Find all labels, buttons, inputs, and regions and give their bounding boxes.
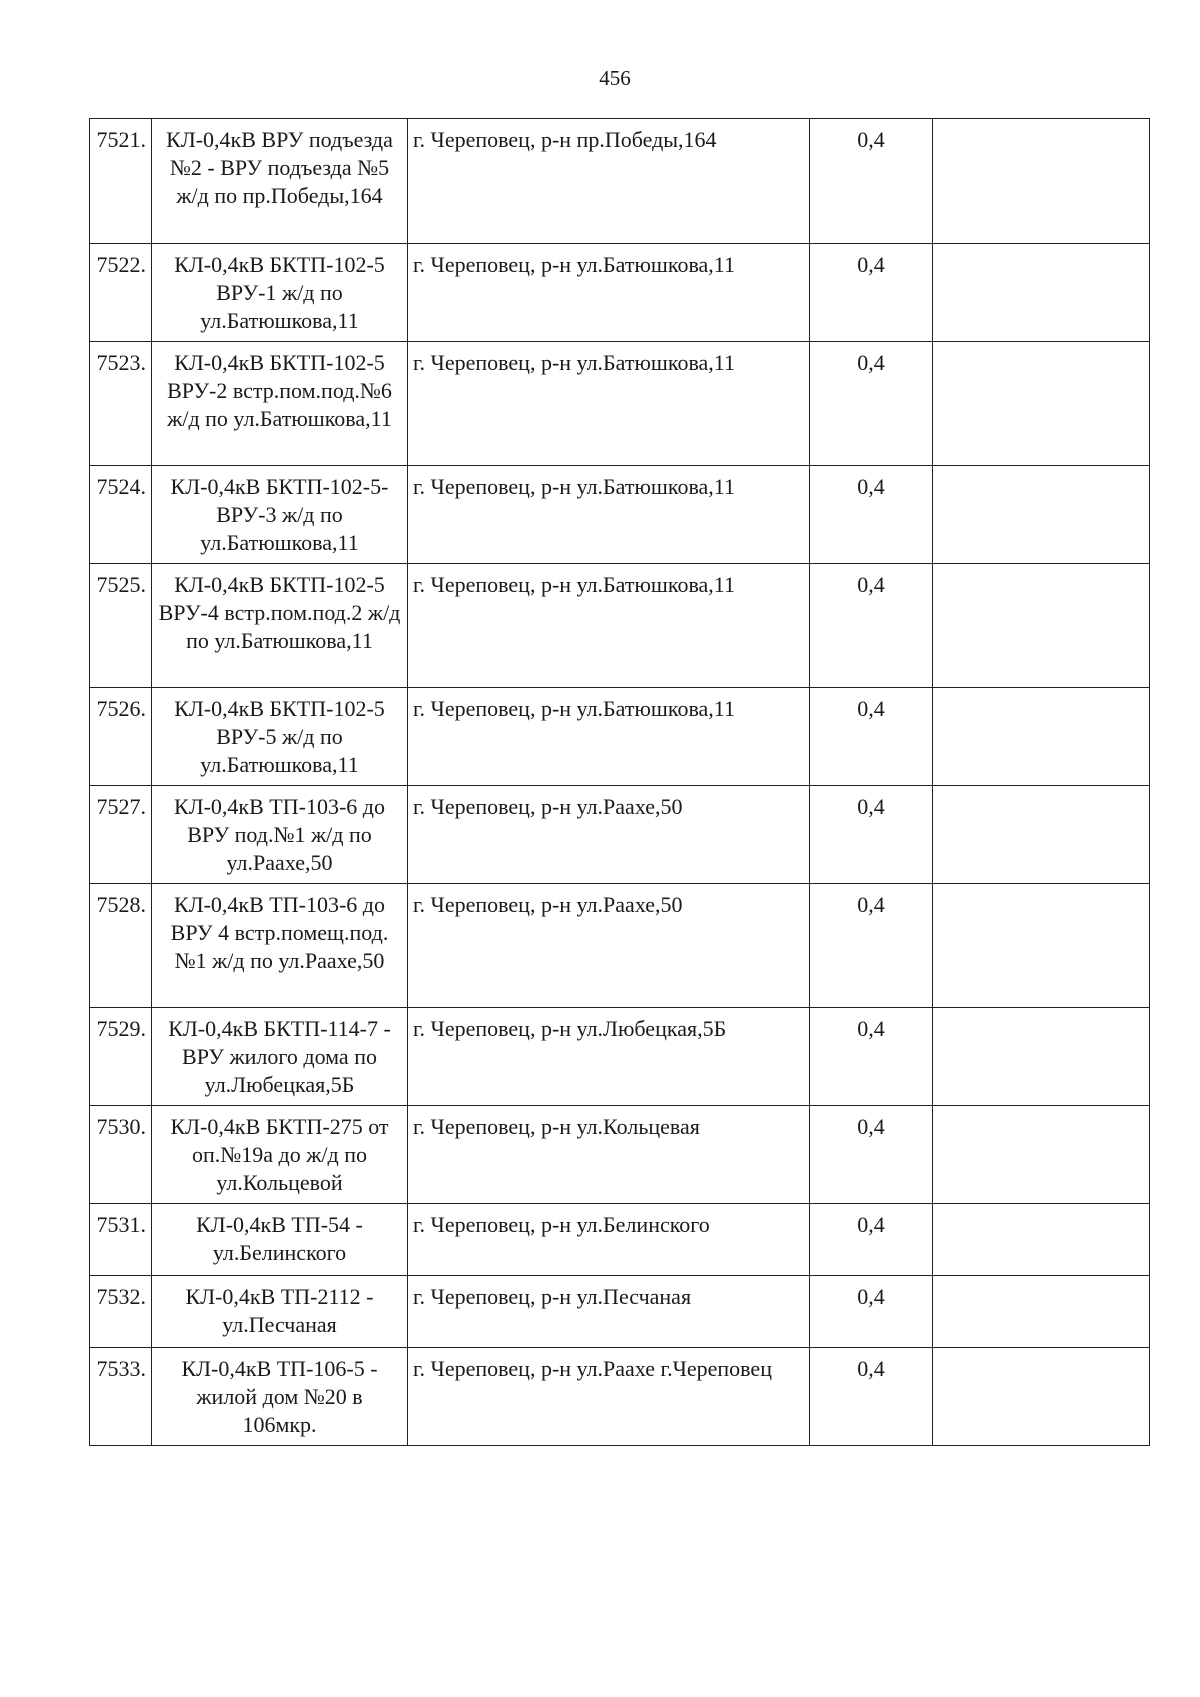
table-row bbox=[90, 342, 1150, 466]
location-address: г. Череповец, р-н ул.Раахе,50 bbox=[408, 786, 810, 884]
location-address: г. Череповец, р-н ул.Батюшкова,11 bbox=[408, 688, 810, 786]
row-number: 7529. bbox=[90, 1008, 152, 1106]
voltage-value: 0,4 bbox=[810, 1348, 933, 1446]
voltage-value: 0,4 bbox=[810, 786, 933, 884]
cable-line-name: КЛ-0,4кВ БКТП-114-7 - ВРУ жилого дома по ул.Любецкая,5Б bbox=[152, 1008, 408, 1106]
table-row bbox=[90, 1348, 1150, 1446]
cable-line-name: КЛ-0,4кВ ТП-106-5 - жилой дом №20 в 106мкр. bbox=[152, 1348, 408, 1446]
empty-cell bbox=[933, 884, 1150, 1008]
empty-cell bbox=[933, 1348, 1150, 1446]
table-row bbox=[90, 564, 1150, 688]
cable-line-name: КЛ-0,4кВ ТП-2112 - ул.Песчаная bbox=[152, 1276, 408, 1348]
table-row bbox=[90, 786, 1150, 884]
row-number: 7527. bbox=[90, 786, 152, 884]
row-number: 7532. bbox=[90, 1276, 152, 1348]
cable-line-name: КЛ-0,4кВ БКТП-102-5 ВРУ-4 встр.пом.под.2 ж/д по ул.Батюшкова,11 bbox=[152, 564, 408, 688]
location-address: г. Череповец, р-н ул.Раахе г.Череповец bbox=[408, 1348, 810, 1446]
cable-line-name: КЛ-0,4кВ ТП-54 - ул.Белинского bbox=[152, 1204, 408, 1276]
location-address: г. Череповец, р-н ул.Белинского bbox=[408, 1204, 810, 1276]
table-row bbox=[90, 884, 1150, 1008]
voltage-value: 0,4 bbox=[810, 1204, 933, 1276]
empty-cell bbox=[933, 466, 1150, 564]
empty-cell bbox=[933, 1106, 1150, 1204]
voltage-value: 0,4 bbox=[810, 1276, 933, 1348]
empty-cell bbox=[933, 1204, 1150, 1276]
voltage-value: 0,4 bbox=[810, 244, 933, 342]
row-number: 7525. bbox=[90, 564, 152, 688]
location-address: г. Череповец, р-н ул.Батюшкова,11 bbox=[408, 244, 810, 342]
voltage-value: 0,4 bbox=[810, 1106, 933, 1204]
voltage-value: 0,4 bbox=[810, 119, 933, 244]
table-row bbox=[90, 1204, 1150, 1276]
row-number: 7522. bbox=[90, 244, 152, 342]
voltage-value: 0,4 bbox=[810, 1008, 933, 1106]
table-row bbox=[90, 1106, 1150, 1204]
row-number: 7526. bbox=[90, 688, 152, 786]
location-address: г. Череповец, р-н ул.Батюшкова,11 bbox=[408, 342, 810, 466]
cable-line-name: КЛ-0,4кВ БКТП-102-5 ВРУ-1 ж/д по ул.Батюшкова,11 bbox=[152, 244, 408, 342]
location-address: г. Череповец, р-н ул.Кольцевая bbox=[408, 1106, 810, 1204]
cable-line-name: КЛ-0,4кВ БКТП-275 от оп.№19а до ж/д по ул.Кольцевой bbox=[152, 1106, 408, 1204]
location-address: г. Череповец, р-н ул.Песчаная bbox=[408, 1276, 810, 1348]
empty-cell bbox=[933, 342, 1150, 466]
cable-line-name: КЛ-0,4кВ БКТП-102-5 ВРУ-2 встр.пом.под.№6 ж/д по ул.Батюшкова,11 bbox=[152, 342, 408, 466]
table-row bbox=[90, 1276, 1150, 1348]
table-row bbox=[90, 1008, 1150, 1106]
voltage-value: 0,4 bbox=[810, 564, 933, 688]
row-number: 7524. bbox=[90, 466, 152, 564]
table-row bbox=[90, 688, 1150, 786]
cable-line-name: КЛ-0,4кВ БКТП-102-5-ВРУ-3 ж/д по ул.Батюшкова,11 bbox=[152, 466, 408, 564]
voltage-value: 0,4 bbox=[810, 688, 933, 786]
voltage-value: 0,4 bbox=[810, 466, 933, 564]
cable-line-name: КЛ-0,4кВ ТП-103-6 до ВРУ 4 встр.помещ.под.№1 ж/д по ул.Раахе,50 bbox=[152, 884, 408, 1008]
location-address: г. Череповец, р-н ул.Раахе,50 bbox=[408, 884, 810, 1008]
page-number: 456 bbox=[599, 66, 631, 90]
table-row bbox=[90, 119, 1150, 244]
row-number: 7530. bbox=[90, 1106, 152, 1204]
empty-cell bbox=[933, 244, 1150, 342]
row-number: 7531. bbox=[90, 1204, 152, 1276]
location-address: г. Череповец, р-н ул.Батюшкова,11 bbox=[408, 564, 810, 688]
row-number: 7533. bbox=[90, 1348, 152, 1446]
row-number: 7521. bbox=[90, 119, 152, 244]
cable-line-name: КЛ-0,4кВ ТП-103-6 до ВРУ под.№1 ж/д по ул.Раахе,50 bbox=[152, 786, 408, 884]
registry-table bbox=[89, 118, 1150, 1446]
empty-cell bbox=[933, 119, 1150, 244]
empty-cell bbox=[933, 786, 1150, 884]
empty-cell bbox=[933, 564, 1150, 688]
cable-line-name: КЛ-0,4кВ БКТП-102-5 ВРУ-5 ж/д по ул.Батюшкова,11 bbox=[152, 688, 408, 786]
location-address: г. Череповец, р-н пр.Победы,164 bbox=[408, 119, 810, 244]
row-number: 7528. bbox=[90, 884, 152, 1008]
table-row bbox=[90, 244, 1150, 342]
location-address: г. Череповец, р-н ул.Батюшкова,11 bbox=[408, 466, 810, 564]
empty-cell bbox=[933, 1276, 1150, 1348]
empty-cell bbox=[933, 688, 1150, 786]
location-address: г. Череповец, р-н ул.Любецкая,5Б bbox=[408, 1008, 810, 1106]
empty-cell bbox=[933, 1008, 1150, 1106]
table-row bbox=[90, 466, 1150, 564]
row-number: 7523. bbox=[90, 342, 152, 466]
cable-line-name: КЛ-0,4кВ ВРУ подъезда №2 - ВРУ подъезда №5 ж/д по пр.Победы,164 bbox=[152, 119, 408, 244]
voltage-value: 0,4 bbox=[810, 884, 933, 1008]
voltage-value: 0,4 bbox=[810, 342, 933, 466]
